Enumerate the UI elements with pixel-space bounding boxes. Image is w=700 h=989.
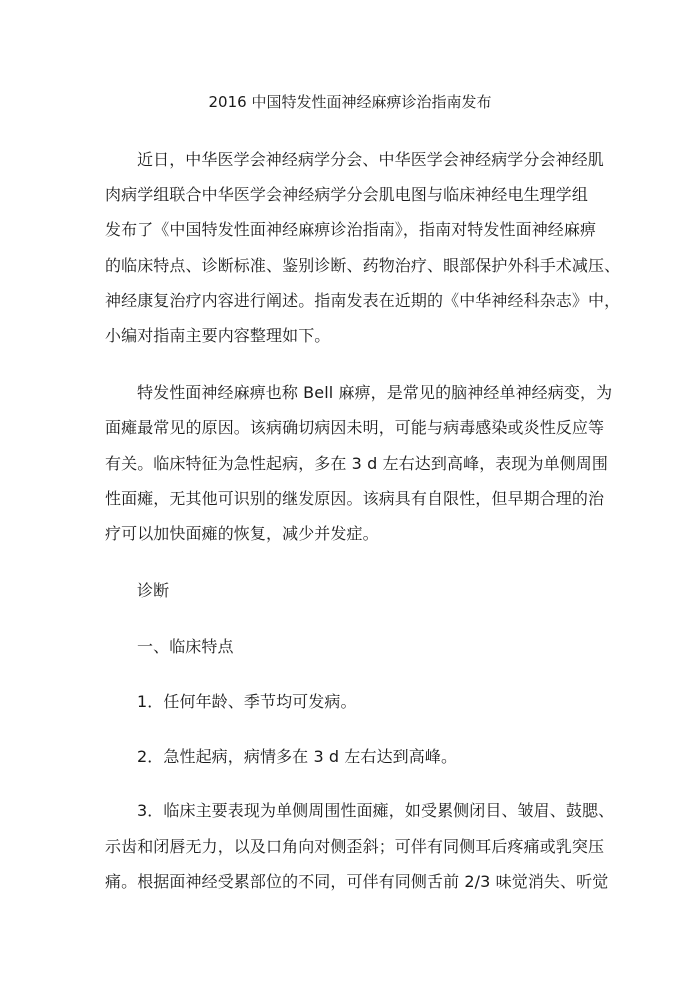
paragraph-1-line-2: 肉病学组联合中华医学会神经病学分会肌电图与临床神经电生理学组 bbox=[105, 185, 589, 204]
list-item-3-line-3: 痛。根据面神经受累部位的不同，可伴有同侧舌前 2/3 味觉消失、听觉 bbox=[105, 872, 609, 891]
paragraph-2-line-2: 面瘫最常见的原因。该病确切病因未明，可能与病毒感染或炎性反应等 bbox=[105, 418, 605, 437]
paragraph-1-line-1: 近日，中华医学会神经病学分会、中华医学会神经病学分会神经肌 bbox=[137, 150, 604, 169]
section-heading: 诊断 bbox=[137, 581, 170, 600]
paragraph-2-line-3: 有关。临床特征为急性起病，多在 3 d 左右达到高峰，表现为单侧周围 bbox=[105, 454, 608, 473]
list-item-3-line-2: 示齿和闭唇无力，以及口角向对侧歪斜；可伴有同侧耳后疼痛或乳突压 bbox=[105, 837, 605, 856]
document-title: 2016 中国特发性面神经麻痹诊治指南发布 bbox=[208, 93, 492, 111]
paragraph-1-line-5: 神经康复治疗内容进行阐述。指南发表在近期的《中华神经科杂志》中， bbox=[105, 291, 621, 310]
paragraph-1-line-3: 发布了《中国特发性面神经麻痹诊治指南》，指南对特发性面神经麻痹 bbox=[105, 220, 597, 239]
list-item-1: 1．任何年龄、季节均可发病。 bbox=[137, 692, 357, 711]
list-item-2: 2．急性起病，病情多在 3 d 左右达到高峰。 bbox=[137, 747, 458, 766]
paragraph-1-line-4: 的临床特点、诊断标准、鉴别诊断、药物治疗、眼部保护外科手术减压、 bbox=[105, 256, 621, 275]
paragraph-2-line-5: 疗可以加快面瘫的恢复，减少并发症。 bbox=[105, 524, 379, 543]
list-item-3-line-1: 3．临床主要表现为单侧周围性面瘫，如受累侧闭目、皱眉、鼓腮、 bbox=[137, 801, 615, 820]
paragraph-2-line-4: 性面瘫，无其他可识别的继发原因。该病具有自限性，但早期合理的治 bbox=[105, 489, 605, 508]
paragraph-2-line-1: 特发性面神经麻痹也称 Bell 麻痹，是常见的脑神经单神经病变，为 bbox=[137, 383, 613, 402]
subsection-heading: 一、临床特点 bbox=[137, 637, 234, 656]
paragraph-1-line-6: 小编对指南主要内容整理如下。 bbox=[105, 326, 331, 345]
